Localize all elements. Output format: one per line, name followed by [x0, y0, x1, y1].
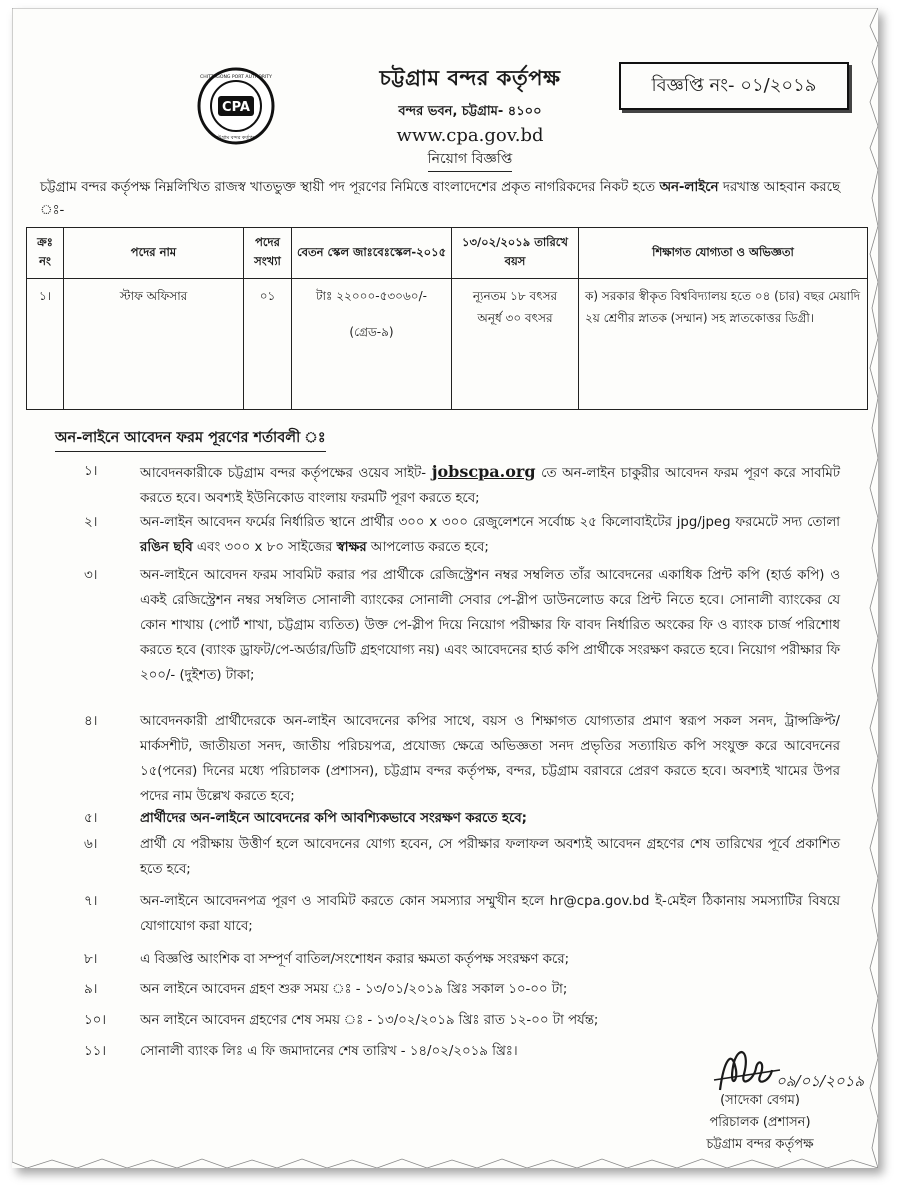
age-min: ন্যূনতম ১৮ বৎসর — [472, 289, 558, 303]
signatory-designation: পরিচালক (প্রশাসন) — [709, 1115, 811, 1130]
signatory-name: (সাদেকা বেগম) — [720, 1093, 800, 1108]
term-text — [140, 709, 840, 809]
pay-grade: (গ্রেড-৯) — [349, 325, 394, 339]
jobs-website-link[interactable]: jobscpa.org — [431, 462, 536, 481]
terms-heading: অন-লাইনে আবেদন ফরম পূরণের শর্তাবলী ঃ — [55, 427, 326, 452]
term-number: ২। — [84, 515, 98, 530]
col-header-post: পদের নাম — [64, 228, 244, 279]
term-text-part: অন-লাইন আবেদন ফর্মের নির্ধারিত স্থানে প্রার্থীর ৩০০ x ৩০০ রেজুলেশনে সর্বোচ্চ ২৫ কিলোবাইটের jpg/jpeg ফরমেটে সদ্য তোলা — [140, 515, 840, 530]
term-text-part: আবেদনকারী প্রার্থীদেরকে অন-লাইন আবেদনের কপির সাথে, বয়স ও শিক্ষাগত যোগ্যতার প্রমাণ স্বরূপ সকল সনদ, ট্রান্সক্রিপ্ট/মার্কসশীট, জাতীয়তা সনদ, জাতীয় পরিচয়পত্র, প্রযোজ্য ক্ষেত্রে অভিজ্ঞতা সনদ প্রভৃতির সত্যায়িত কপি সংযুক্ত করে আবেদনের ১৫(পনের) দিনের মধ্যে পরিচালক (প্রশাসন), চট্টগ্রাম বন্দর কর্তৃপক্ষ, বন্দর, চট্টগ্রাম বরাবরে প্রেরণ করতে হবে। অবশ্যই খামের উপর পদের নাম উল্লেখ করতে হবে; — [140, 714, 840, 804]
table-row — [27, 279, 868, 410]
signature-block — [660, 1090, 860, 1156]
cell-age — [452, 279, 579, 410]
term-number: ৩। — [84, 568, 98, 583]
term-text — [140, 806, 840, 831]
logo-top-text: CHITTAGONG PORT AUTHORITY — [200, 75, 272, 80]
term-text-part: তে অন-লাইন চাকুরীর আবেদন ফরম পূরণ করে সাবমিট করতে হবে। অবশ্যই ইউনিকোড বাংলায় ফরমটি পূরণ করতে হবে; — [140, 466, 840, 506]
org-name: চট্টগ্রাম বন্দর কর্তৃপক্ষ — [379, 66, 561, 90]
cell-post: স্টাফ অফিসার — [64, 279, 244, 410]
term-text — [140, 889, 840, 939]
signature-date: ০৯/০১/২০১৯ — [776, 1072, 865, 1090]
term-text — [140, 947, 840, 972]
intro-paragraph — [40, 176, 840, 222]
notice-number-box: বিজ্ঞপ্তি নং- ০১/২০১৯ — [619, 62, 849, 110]
col-header-count: পদের সংখ্যা — [244, 228, 292, 279]
term-text-part: অন-লাইনে আবেদনপত্র পূরণ ও সাবমিট করতে কোন সমস্যার সম্মুখীন হলে hr@cpa.gov.bd ই-মেইল ঠিকানায় সমস্যাটির বিষয়ে যোগাযোগ করা যাবে; — [140, 894, 840, 934]
col-header-qualification: শিক্ষাগত যোগ্যতা ও অভিজ্ঞতা — [579, 228, 868, 279]
cell-serial: ১। — [27, 279, 64, 410]
intro-text-after: দরখাস্ত আহবান করছে ঃ- — [40, 180, 840, 218]
term-text-part: এবং ৩০০ x ৮০ সাইজের — [192, 540, 337, 555]
cpa-emblem-icon — [196, 66, 276, 146]
term-number: ৭। — [84, 894, 98, 909]
pay-scale-value: টাঃ ২২০০০-৫৩০৬০/- — [316, 289, 427, 303]
intro-text-before: চট্টগ্রাম বন্দর কর্তৃপক্ষ নিম্নলিখিত রাজস্ব খাতভুক্ত স্থায়ী পদ পূরণের নিমিত্তে বাংলাদেশের প্রকৃত নাগরিকদের নিকট হতে — [40, 180, 660, 195]
col-header-pay-scale: বেতন স্কেল জাঃবেঃস্কেল-২০১৫ — [292, 228, 452, 279]
term-text — [140, 510, 840, 560]
term-text-part: এ বিজ্ঞপ্তি আংশিক বা সম্পূর্ণ বাতিল/সংশোধন করার ক্ষমতা কর্তৃপক্ষ সংরক্ষণ করে; — [140, 952, 570, 967]
term-text-part: অন-লাইনে আবেদন ফরম সাবমিট করার পর প্রার্থীকে রেজিস্ট্রেশন নম্বর সম্বলিত তাঁর আবেদনের একাধিক প্রিন্ট কপি (হার্ড কপি) ও একই রেজিস্ট্রেশন নম্বর সম্বলিত সোনালী ব্যাংকের সোনালী সেবার পে-স্লীপ ডাউনলোড করে প্রিন্ট নিতে হবে। সোনালী ব্যাংকের যে কোন শাখায় (পোর্ট শাখা, চট্টগ্রাম ব্যতিত) উক্ত পে-স্লীপ দিয়ে নিয়োগ পরীক্ষার ফি বাবদ নির্ধারিত অংকের ফি ও ব্যাংক চার্জ পরিশোধ করতে হবে (ব্যাংক ড্রাফট/পে-অর্ডার/ডিটি গ্রহণযোগ্য নয়) এবং আবেদনের হার্ড কপি প্রার্থীকে সংরক্ষণ করতে হবে। নিয়োগ পরীক্ষার ফি ২০০/- (দুইশত) টাকা; — [140, 568, 840, 683]
term-text — [140, 832, 840, 882]
term-number: ৫। — [84, 811, 98, 826]
term-number: ৬। — [84, 837, 98, 852]
term-number: ১১। — [84, 1044, 107, 1059]
term-bold-text: স্বাক্ষর — [336, 540, 367, 555]
col-header-age: ১৩/০২/২০১৯ তারিখে বয়স — [452, 228, 579, 279]
term-text — [140, 1008, 840, 1033]
age-max: অনূর্ধ ৩০ বৎসর — [477, 311, 553, 325]
cell-count: ০১ — [244, 279, 292, 410]
logo-bottom-text: চট্টগ্রাম বন্দর কর্তৃপক্ষ — [215, 135, 257, 141]
website-url[interactable]: www.cpa.gov.bd — [396, 125, 544, 146]
notice-title: নিয়োগ বিজ্ঞপ্তি — [428, 147, 513, 172]
table-header-row — [27, 228, 868, 279]
intro-bold: অন-লাইনে — [659, 180, 719, 195]
term-number: ৯। — [84, 982, 98, 997]
cell-qualification: ক) সরকার স্বীকৃত বিশ্ববিদ্যালয় হতে ০৪ (চার) বছর মেয়াদি ২য় শ্রেণীর স্নাতক (সম্মান) সহ স্নাতকোত্তর ডিগ্রী। — [579, 279, 868, 410]
col-header-serial: ক্রঃ নং — [27, 228, 64, 279]
org-address: বন্দর ভবন, চট্টগ্রাম- ৪১০০ — [398, 104, 542, 119]
term-number: ১০। — [84, 1013, 107, 1028]
term-bold-text: রঙিন ছবি — [140, 540, 193, 555]
term-number: ৪। — [84, 714, 98, 729]
term-number: ১। — [84, 464, 98, 479]
cell-pay-scale — [292, 279, 452, 410]
term-text — [140, 459, 840, 511]
term-number: ৮। — [84, 952, 98, 967]
term-bold-text: প্রার্থীদের অন-লাইনে আবেদনের কপি আবশ্যিকভাবে সংরক্ষণ করতে হবে; — [140, 811, 528, 826]
term-text-part: আপলোড করতে হবে; — [366, 540, 489, 555]
term-text — [140, 563, 840, 688]
signatory-office: চট্টগ্রাম বন্দর কর্তৃপক্ষ — [706, 1137, 814, 1152]
term-text-part: অন লাইনে আবেদন গ্রহণ শুরু সময় ঃ - ১৩/০১/২০১৯ খ্রিঃ সকাল ১০-০০ টা; — [140, 982, 568, 997]
term-text-part: সোনালী ব্যাংক লিঃ এ ফি জমাদানের শেষ তারিখ - ১৪/০২/২০১৯ খ্রিঃ। — [140, 1044, 518, 1059]
term-text-part: আবেদনকারীকে চট্টগ্রাম বন্দর কর্তৃপক্ষের ওয়েব সাইট- — [140, 466, 432, 481]
term-text — [140, 977, 840, 1002]
posts-table — [26, 227, 868, 410]
logo-center-text: CPA — [222, 100, 250, 115]
term-text-part: প্রার্থী যে পরীক্ষায় উত্তীর্ণ হলে আবেদনের যোগ্য হবেন, সে পরীক্ষার ফলাফল অবশ্যই আবেদন গ্রহণের শেষ তারিখের পূর্বে প্রকাশিত হতে হবে; — [140, 837, 840, 877]
term-text-part: অন লাইনে আবেদন গ্রহণের শেষ সময় ঃ - ১৩/০২/২০১৯ খ্রিঃ রাত ১২-০০ টা পর্যন্ত; — [140, 1013, 599, 1028]
header — [300, 62, 640, 172]
